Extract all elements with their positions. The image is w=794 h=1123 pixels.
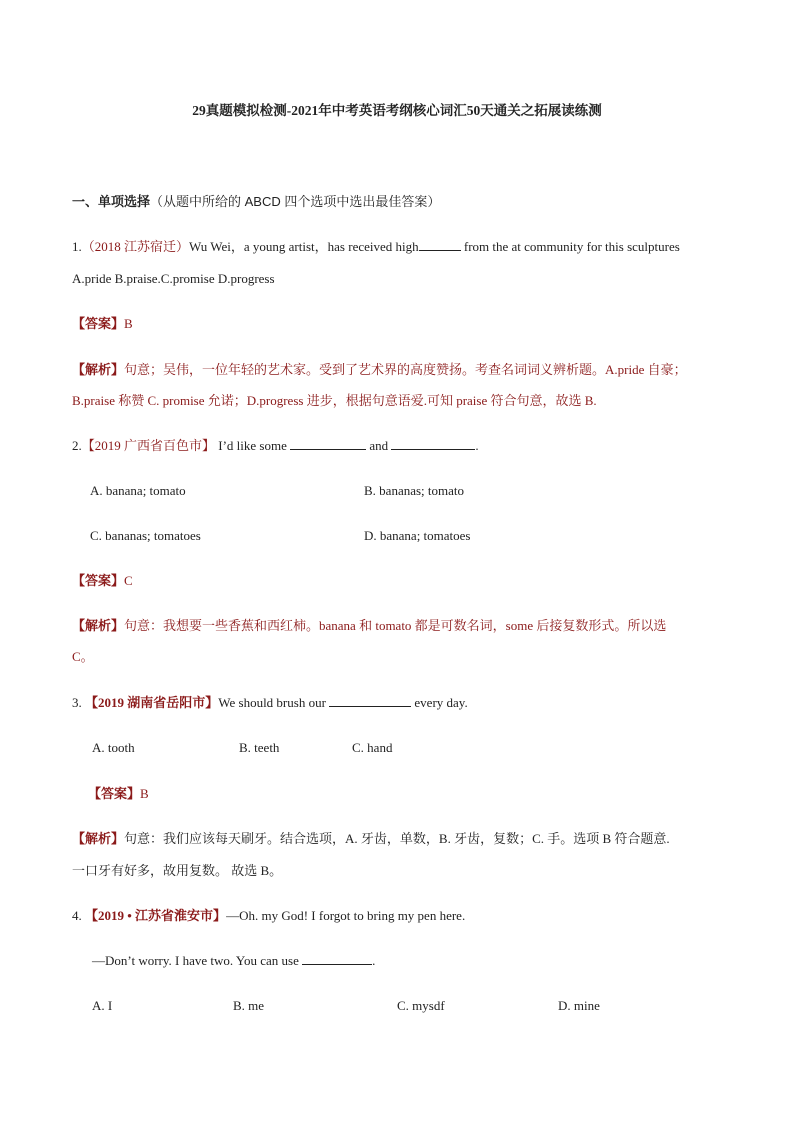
question-3-answer <box>88 785 149 803</box>
answer-blank <box>290 437 366 450</box>
answer-blank <box>302 952 372 965</box>
analysis-text: 句意：我想要一些香蕉和西红柿。banana 和 tomato 都是可数名词，some 后接复数形式。所以选 <box>124 618 667 633</box>
answer-value: C <box>124 573 133 588</box>
question-4-dialogue <box>92 952 375 970</box>
option-a: A. banana; tomato <box>90 483 186 498</box>
question-number: 3. <box>72 695 82 710</box>
question-1-analysis-line <box>72 361 687 379</box>
answer-label: 【答案】 <box>72 316 125 331</box>
answer-label: 【答案】 <box>88 786 141 801</box>
question-1-options: A.pride B.praise.C.promise D.progress <box>72 271 275 286</box>
stem-text: Wu Wei，a young artist，has received high <box>189 239 419 254</box>
question-source: 【2019 湖南省岳阳市】 <box>85 695 219 710</box>
stem-text: every day. <box>414 695 468 710</box>
stem-text: from the at community for this sculptures <box>463 239 680 254</box>
question-number: 2. <box>72 438 82 453</box>
question-2-stem <box>72 437 479 455</box>
question-2-analysis-line <box>72 617 666 635</box>
page-title: 29真题模拟检测-2021年中考英语考纲核心词汇50天通关之拓展读练测 <box>192 103 602 118</box>
option-c: C. bananas; tomatoes <box>90 528 201 543</box>
analysis-text: 句意；吴伟，一位年轻的艺术家。受到了艺术界的高度赞扬。考查名词词义辨析题。A.pride 自豪； <box>124 362 687 377</box>
stem-text: We should brush our <box>218 695 326 710</box>
answer-blank <box>329 694 411 707</box>
option-d: D. mine <box>558 998 600 1013</box>
option-b: B. me <box>233 998 265 1013</box>
question-source: 【2019 • 江苏省淮安市】 <box>85 908 227 923</box>
question-1-analysis-line: B.praise 称赞 C. promise 允诺；D.progress 进步，根据句意语爱.可知 praise 符合句意，故选 B. <box>72 393 597 408</box>
analysis-label: 【解析】 <box>72 362 125 377</box>
section-instruction: （从题中所给的 ABCD 四个选项中选出最佳答案） <box>150 194 441 209</box>
stem-text: I’d like some <box>218 438 287 453</box>
question-number: 4. <box>72 908 82 923</box>
question-1-stem <box>72 238 680 256</box>
question-1-answer <box>72 315 133 333</box>
stem-text: —Oh. my God! I forgot to bring my pen here. <box>226 908 466 923</box>
option-b: B. teeth <box>239 740 280 755</box>
analysis-label: 【解析】 <box>72 618 125 633</box>
option-a: A. tooth <box>92 740 135 755</box>
question-3-analysis-line: 一口牙有好多，故用复数。 故选 B。 <box>72 863 283 878</box>
option-d: D. banana; tomatoes <box>364 528 471 543</box>
stem-text: —Don’t worry. I have two. You can use <box>92 953 299 968</box>
option-b: B. bananas; tomato <box>364 483 465 498</box>
analysis-text: 句意：我们应该每天刷牙。结合选项，A. 牙齿，单数，B. 牙齿，复数；C. 手。选项 B 符合题意. <box>124 831 670 846</box>
answer-value: B <box>124 316 133 331</box>
stem-text: . <box>372 953 376 968</box>
answer-blank <box>391 437 475 450</box>
option-c: C. hand <box>352 740 393 755</box>
question-3-stem <box>72 694 468 712</box>
stem-text: and <box>369 438 389 453</box>
option-a: A. I <box>92 998 113 1013</box>
section-heading <box>72 193 440 211</box>
question-source: （2018 江苏宿迁） <box>81 239 190 254</box>
option-c: C. mysdf <box>397 998 445 1013</box>
answer-label: 【答案】 <box>72 573 125 588</box>
question-2-analysis-line: C。 <box>72 649 94 664</box>
analysis-label: 【解析】 <box>72 831 125 846</box>
answer-blank <box>419 238 461 251</box>
question-4-stem <box>72 907 465 925</box>
question-2-answer <box>72 572 133 590</box>
section-title: 一、单项选择 <box>72 194 151 209</box>
question-number: 1. <box>72 239 82 254</box>
question-3-analysis-line <box>72 830 670 848</box>
question-source: 【2019 广西省百色市】 <box>81 438 216 453</box>
stem-text: . <box>475 438 479 453</box>
answer-value: B <box>140 786 149 801</box>
